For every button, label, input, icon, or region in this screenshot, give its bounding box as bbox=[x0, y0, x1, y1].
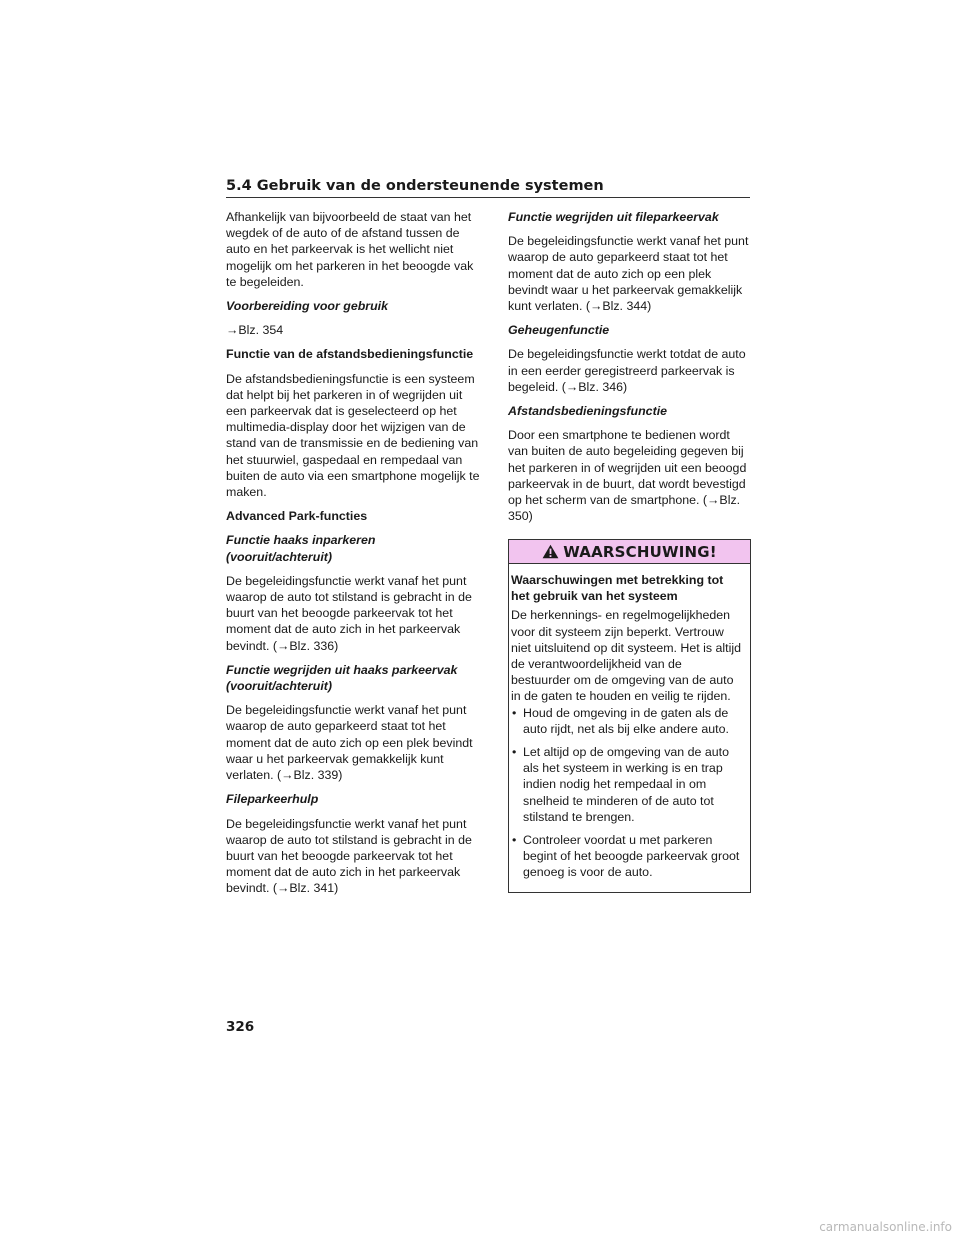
parallel-park-paragraph: De begeleidingsfunctie werkt vanaf het punt waarop de auto tot stilstand is gebracht in de buurt van het beoogde parkeervak tot het moment dat de auto zich in het parkeervak bevindt. (→Blz. 341) bbox=[226, 816, 472, 896]
page-number: 326 bbox=[226, 1019, 255, 1035]
remote-function-paragraph: De afstandsbedieningsfunctie is een systeem dat helpt bij het parkeren in of wegrijden uit een parkeervak dat is geselecteerd op het multimedia-display door het wijzigen van de stand van de transmissie en de bediening van het stuurwiel, gaspedaal en rempedaal van buiten de auto via een smartphone mogelijk te maken. bbox=[226, 371, 480, 500]
warning-box bbox=[508, 539, 751, 893]
section-heading: 5.4 Gebruik van de ondersteunende systemen bbox=[226, 178, 750, 198]
warning-triangle-icon bbox=[542, 544, 559, 559]
remote-control-heading: Afstandsbedieningsfunctie bbox=[508, 404, 668, 419]
warning-label: WAARSCHUWING! bbox=[563, 542, 717, 561]
remote-control-paragraph: Door een smartphone te bedienen wordt van buiten de auto begeleiding gegeven bij het parkeren in of wegrijden uit een beoogd parkeervak in de buurt, dat wordt bevestigd op het scherm van de smartphone. (→Blz. 350) bbox=[508, 428, 747, 524]
right-column bbox=[508, 209, 751, 532]
advanced-park-heading: Advanced Park-functies bbox=[226, 509, 368, 524]
warning-body bbox=[509, 564, 750, 892]
warning-text: De herkennings- en regelmogelijkheden voor dit systeem zijn beperkt. Vertrouw niet uitsluitend op dit systeem. Het is altijd de verantwoordelijkheid van de bestuurder om de omgeving van de auto in de gaten te houden en veilig te rijden. bbox=[511, 608, 742, 704]
warning-bullet: • Controleer voordat u met parkeren begint of het beoogde parkeervak groot genoeg is voor de auto. bbox=[511, 832, 744, 881]
parallel-exit-paragraph: De begeleidingsfunctie werkt vanaf het punt waarop de auto geparkeerd staat tot het moment dat de auto zich op een plek bevindt waar u het parkeervak gemakkelijk kunt verlaten. (→Blz. 344) bbox=[508, 234, 749, 314]
memory-function-heading: Geheugenfunctie bbox=[508, 323, 610, 338]
perpendicular-exit-paragraph: De begeleidingsfunctie werkt vanaf het punt waarop de auto geparkeerd staat tot het moment dat de auto zich op een plek bevindt waar u het parkeervak gemakkelijk kunt verlaten. (→Blz. 339) bbox=[226, 703, 473, 783]
perpendicular-park-paragraph: De begeleidingsfunctie werkt vanaf het punt waarop de auto tot stilstand is gebracht in de buurt van het beoogde parkeervak tot het moment dat de auto zich in het parkeervak bevindt. (→Blz. 336) bbox=[226, 573, 472, 653]
warning-bullet: • Let altijd op de omgeving van de auto als het systeem in werking is en trap indien nodig het rempedaal in om snelheid te minderen of de auto tot stilstand te brengen. bbox=[511, 744, 744, 825]
perpendicular-exit-heading: Functie wegrijden uit haaks parkeervak (vooruit/achteruit) bbox=[226, 662, 458, 694]
memory-function-paragraph: De begeleidingsfunctie werkt totdat de auto in een eerder geregistreerd parkeervak is begeleid. (→Blz. 346) bbox=[508, 347, 746, 394]
warning-bullet: • Houd de omgeving in de gaten als de auto rijdt, net als bij elke andere auto. bbox=[511, 705, 744, 737]
perpendicular-park-heading: Functie haaks inparkeren (vooruit/achteruit) bbox=[226, 533, 376, 564]
warning-bullet-list bbox=[511, 705, 744, 881]
intro-paragraph: Afhankelijk van bijvoorbeeld de staat van het wegdek of de auto of de afstand tussen de auto en het parkeervak is het wellicht niet mogelijk om het parkeren in het beoogde vak te begeleiden. bbox=[226, 210, 474, 289]
parallel-exit-heading: Functie wegrijden uit fileparkeervak bbox=[508, 210, 719, 224]
remote-function-heading: Functie van de afstandsbedieningsfunctie bbox=[226, 347, 474, 362]
left-column bbox=[226, 209, 480, 905]
watermark: carmanualsonline.info bbox=[819, 1220, 952, 1234]
warning-header bbox=[509, 540, 750, 564]
warning-title: Waarschuwingen met betrekking tot het gebruik van het systeem bbox=[511, 573, 724, 604]
prep-heading: Voorbereiding voor gebruik bbox=[226, 299, 389, 314]
parallel-park-heading: Fileparkeerhulp bbox=[226, 792, 319, 807]
prep-page-reference: →Blz. 354 bbox=[226, 323, 284, 338]
